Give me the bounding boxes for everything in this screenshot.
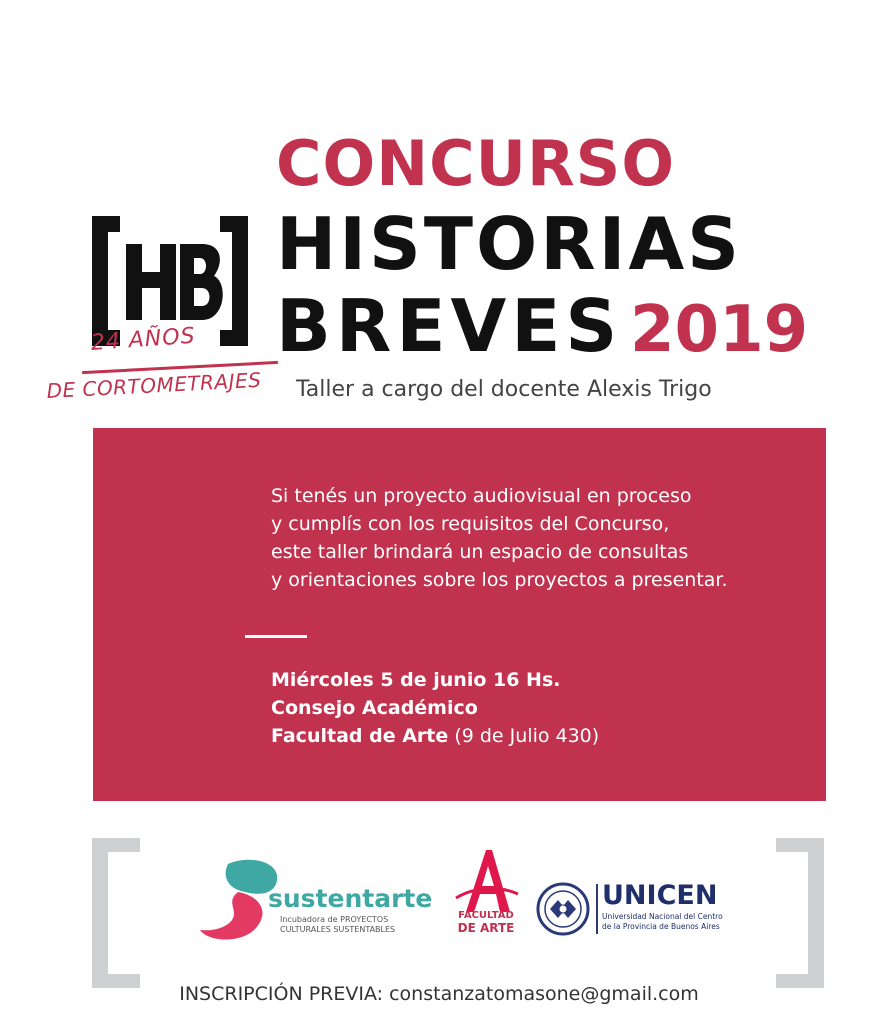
sustentarte-tagline	[280, 915, 450, 935]
left-bracket-decoration	[92, 838, 140, 988]
unicen-divider	[596, 884, 598, 934]
sustentarte-name: sustentarte	[268, 884, 433, 913]
unicen-subtitle-1: Universidad Nacional del Centro	[602, 912, 723, 921]
unicen-subtitle	[602, 912, 742, 932]
intro-line: y orientaciones sobre los proyectos a presentar.	[271, 569, 728, 591]
registration-footer	[0, 980, 878, 1008]
registration-label: INSCRIPCIÓN PREVIA:	[179, 983, 384, 1005]
unicen-seal-icon	[536, 882, 590, 936]
info-panel	[93, 428, 826, 801]
unicen-name: UNICEN	[602, 880, 718, 911]
title-year: 2019	[630, 293, 809, 367]
right-bracket-decoration	[776, 838, 824, 988]
panel-divider	[245, 635, 307, 638]
event-address: (9 de Julio 430)	[454, 725, 600, 747]
unicen-subtitle-2: de la Provincia de Buenos Aires	[602, 922, 720, 931]
workshop-subtitle: Taller a cargo del docente Alexis Trigo	[296, 377, 712, 402]
title-breves: BREVES	[276, 284, 623, 368]
intro-line: y cumplís con los requisitos del Concurso,	[271, 513, 670, 535]
intro-line: Si tenés un proyecto audiovisual en proceso	[271, 485, 692, 507]
sustentarte-tagline-1: Incubadora de PROYECTOS	[280, 915, 389, 924]
title-historias: HISTORIAS	[276, 202, 743, 286]
event-place: Consejo Académico	[271, 697, 478, 719]
event-faculty: Facultad de Arte	[271, 725, 449, 747]
facultad-arte-line-2: DE ARTE	[457, 921, 515, 935]
registration-email[interactable]: constanzatomasone@gmail.com	[389, 983, 699, 1005]
event-date: Miércoles 5 de junio 16 Hs.	[271, 669, 561, 691]
intro-line: este taller brindará un espacio de consultas	[271, 541, 689, 563]
sustentarte-tagline-2: CULTURALES SUSTENTABLES	[280, 925, 396, 934]
panel-intro	[271, 482, 811, 594]
facultad-arte-logo-icon	[452, 846, 522, 916]
hb-tagline-years: 24 AÑOS	[90, 323, 197, 356]
title-concurso: CONCURSO	[276, 127, 676, 200]
facultad-arte-label	[446, 910, 526, 934]
hb-tagline-shorts: DE CORTOMETRAJES	[46, 367, 262, 403]
panel-details	[271, 666, 791, 750]
facultad-arte-line-1: FACULTAD	[458, 910, 514, 921]
